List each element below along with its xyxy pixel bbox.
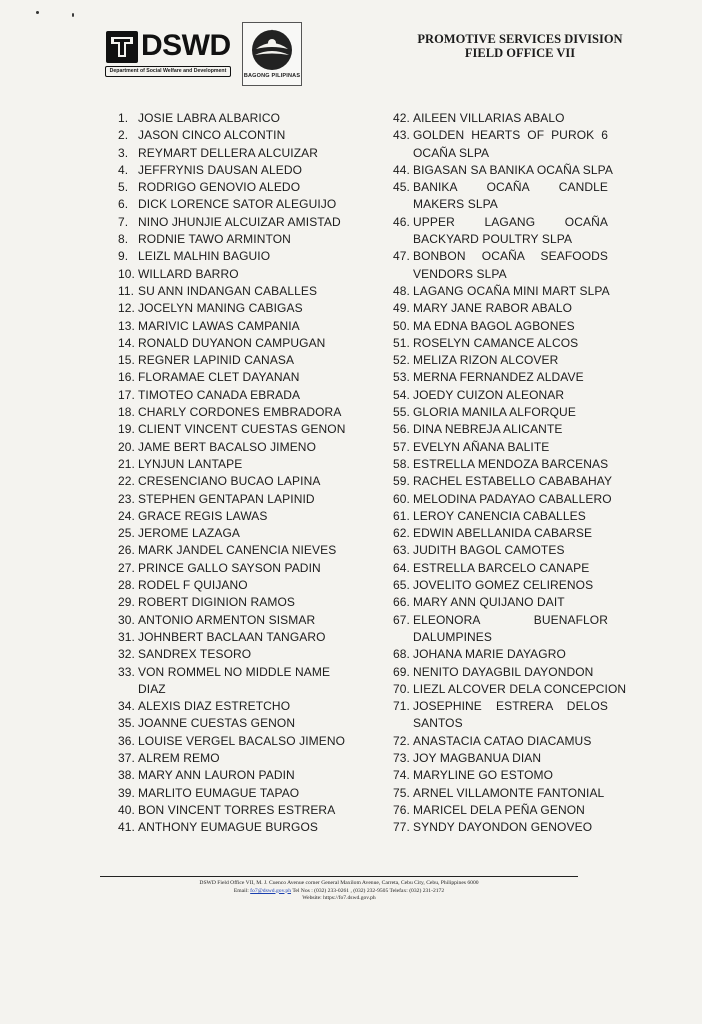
item-name: MARIVIC LAWAS CAMPANIA — [138, 318, 300, 333]
item-number: 26. — [118, 543, 135, 558]
item-name: SANDREX TESORO — [138, 647, 252, 662]
list-item — [393, 612, 608, 647]
item-name: MA EDNA BAGOL AGBONES — [413, 318, 575, 333]
list-item — [118, 577, 368, 594]
item-name: LAGANG OCAÑA MINI MART SLPA — [413, 283, 610, 298]
list-item — [393, 421, 608, 438]
item-number: 44. — [393, 162, 410, 177]
item-number: 73. — [393, 750, 410, 765]
list-item — [118, 473, 368, 490]
list-item — [118, 283, 368, 300]
item-number: 52. — [393, 353, 410, 368]
item-name: CLIENT VINCENT CUESTAS GENON — [138, 422, 346, 437]
list-item — [118, 819, 368, 836]
item-name: UPPER LAGANG OCAÑA BACKYARD POULTRY SLPA — [413, 214, 608, 247]
item-number: 1. — [118, 111, 129, 125]
item-number: 60. — [393, 491, 410, 506]
item-number: 36. — [118, 733, 135, 748]
list-item — [393, 681, 627, 698]
division-name: PROMOTIVE SERVICES DIVISION — [417, 32, 623, 46]
item-name: RACHEL ESTABELLO CABABAHAY — [413, 474, 613, 489]
item-number: 65. — [393, 578, 410, 593]
item-name: JOHNBERT BACLAAN TANGARO — [138, 629, 326, 644]
item-name: SU ANN INDANGAN CABALLES — [138, 283, 318, 298]
list-item — [393, 318, 608, 335]
list-item — [118, 767, 368, 784]
item-number: 55. — [393, 405, 410, 420]
item-name: JUDITH BAGOL CAMOTES — [413, 543, 565, 558]
item-name: MARLITO EUMAGUE TAPAO — [138, 785, 300, 800]
list-item — [393, 387, 608, 404]
item-name: LEROY CANENCIA CABALLES — [413, 508, 586, 523]
item-name: REGNER LAPINID CANASA — [138, 353, 295, 368]
item-number: 32. — [118, 647, 135, 662]
item-name: ROSELYN CAMANCE ALCOS — [413, 335, 579, 350]
item-number: 64. — [393, 560, 410, 575]
list-item — [118, 248, 368, 265]
item-number: 43. — [393, 128, 410, 143]
list-item — [393, 369, 608, 386]
item-number: 51. — [393, 335, 410, 350]
list-item — [118, 335, 368, 352]
item-number: 50. — [393, 318, 410, 333]
item-number: 34. — [118, 699, 135, 714]
footer-email-link[interactable]: fo7@dswd.gov.ph — [250, 887, 292, 894]
list-item — [393, 335, 608, 352]
item-name: ANASTACIA CATAO DIACAMUS — [413, 733, 592, 748]
item-number: 56. — [393, 422, 410, 437]
item-number: 28. — [118, 578, 135, 593]
item-name: NENITO DAYAGBIL DAYONDON — [413, 664, 594, 679]
item-name: VON ROMMEL NO MIDDLE NAME DIAZ — [138, 664, 331, 696]
item-name: NINO JHUNJIE ALCUIZAR AMISTAD — [138, 214, 341, 229]
list-item — [118, 214, 368, 231]
item-name: MELODINA PADAYAO CABALLERO — [413, 491, 612, 506]
item-number: 77. — [393, 820, 410, 835]
item-number: 21. — [118, 456, 135, 471]
item-number: 69. — [393, 664, 410, 679]
item-number: 12. — [118, 301, 135, 316]
scan-speck — [36, 11, 39, 14]
item-number: 46. — [393, 214, 410, 229]
item-name: DINA NEBREJA ALICANTE — [413, 422, 563, 437]
item-number: 4. — [118, 162, 129, 177]
item-number: 14. — [118, 335, 135, 350]
item-name: ANTHONY EUMAGUE BURGOS — [138, 820, 319, 835]
item-name: ELEONORA BUENAFLOR DALUMPINES — [413, 612, 608, 644]
list-item — [118, 612, 368, 629]
list-item — [393, 698, 608, 733]
list-item — [118, 110, 368, 127]
list-item — [118, 802, 368, 819]
list-item — [118, 525, 368, 542]
item-number: 23. — [118, 491, 135, 506]
item-number: 68. — [393, 647, 410, 662]
list-item — [393, 127, 608, 162]
item-number: 24. — [118, 508, 135, 523]
list-item — [393, 248, 608, 283]
beneficiary-list-left — [118, 110, 368, 836]
list-item — [393, 473, 613, 490]
item-number: 17. — [118, 387, 135, 402]
item-name: ANTONIO ARMENTON SISMAR — [138, 612, 316, 627]
dswd-subtitle: Department of Social Welfare and Development — [105, 66, 231, 77]
item-number: 67. — [393, 612, 410, 627]
item-number: 74. — [393, 768, 410, 783]
item-name: EDWIN ABELLANIDA CABARSE — [413, 526, 593, 541]
footer-phones: Tel Nos : (032) 233-0261 , (032) 232-9505 Telefax: (032) 231-2172 — [292, 887, 445, 894]
list-item — [118, 266, 368, 283]
item-number: 41. — [118, 820, 135, 835]
list-item — [118, 594, 368, 611]
item-name: ROBERT DIGINION RAMOS — [138, 595, 296, 610]
dswd-emblem-icon — [105, 30, 139, 64]
item-name: ESTRELLA MENDOZA BARCENAS — [413, 456, 609, 471]
list-item — [393, 664, 608, 681]
item-number: 5. — [118, 180, 129, 195]
item-number: 29. — [118, 595, 135, 610]
list-item — [393, 352, 608, 369]
list-item — [118, 698, 368, 715]
item-name: PRINCE GALLO SAYSON PADIN — [138, 560, 321, 575]
item-number: 33. — [118, 664, 135, 679]
list-item — [118, 646, 368, 663]
item-number: 31. — [118, 629, 135, 644]
item-name: GOLDEN HEARTS OF PUROK 6 OCAÑA SLPA — [413, 128, 608, 160]
item-name: SYNDY DAYONDON GENOVEO — [413, 820, 593, 835]
item-name: DICK LORENCE SATOR ALEGUIJO — [138, 197, 337, 212]
item-name: JOSIE LABRA ALBARICO — [138, 111, 281, 125]
list-item — [393, 300, 608, 317]
item-name: ALREM REMO — [138, 750, 220, 765]
item-name: STEPHEN GENTAPAN LAPINID — [138, 491, 315, 506]
division-heading — [400, 32, 640, 60]
item-name: CRESENCIANO BUCAO LAPINA — [138, 474, 321, 489]
list-item — [118, 179, 368, 196]
list-item — [118, 196, 368, 213]
item-name: JAME BERT BACALSO JIMENO — [138, 439, 316, 454]
item-name: MARK JANDEL CANENCIA NIEVES — [138, 543, 337, 558]
list-item — [393, 162, 613, 179]
item-name: JEFFRYNIS DAUSAN ALEDO — [138, 162, 303, 177]
list-item — [393, 508, 608, 525]
list-item — [118, 127, 368, 144]
item-number: 75. — [393, 785, 410, 800]
list-item — [393, 525, 608, 542]
item-name: MARYLINE GO ESTOMO — [413, 768, 554, 783]
list-item — [393, 785, 608, 802]
item-name: ALEXIS DIAZ ESTRETCHO — [138, 699, 291, 714]
item-number: 71. — [393, 699, 410, 714]
item-number: 72. — [393, 733, 410, 748]
item-number: 61. — [393, 508, 410, 523]
dswd-logo — [105, 28, 229, 78]
list-item — [393, 439, 608, 456]
item-name: REYMART DELLERA ALCUIZAR — [138, 145, 319, 160]
list-item — [118, 750, 368, 767]
bagong-pilipinas-emblem-icon — [247, 27, 297, 73]
item-number: 59. — [393, 474, 410, 489]
list-item — [393, 733, 608, 750]
item-number: 38. — [118, 768, 135, 783]
item-name: JEROME LAZAGA — [138, 526, 240, 541]
list-item — [118, 508, 368, 525]
item-name: RODRIGO GENOVIO ALEDO — [138, 180, 301, 195]
list-item — [393, 214, 608, 249]
list-item — [393, 456, 608, 473]
item-name: BANIKA OCAÑA CANDLE MAKERS SLPA — [413, 180, 608, 212]
item-name: JOSEPHINE ESTRERA DELOS SANTOS — [413, 699, 608, 731]
list-item — [393, 802, 608, 819]
bagong-pilipinas-logo — [242, 22, 302, 86]
item-name: CHARLY CORDONES EMBRADORA — [138, 405, 342, 420]
list-item — [118, 404, 368, 421]
item-number: 9. — [118, 249, 129, 264]
list-item — [118, 491, 368, 508]
field-office-name: FIELD OFFICE VII — [464, 46, 576, 60]
list-item — [118, 439, 368, 456]
item-number: 3. — [118, 145, 129, 160]
list-item — [118, 318, 368, 335]
bagong-pilipinas-text: BAGONG PILIPINAS — [243, 73, 301, 79]
item-number: 66. — [393, 595, 410, 610]
item-name: GLORIA MANILA ALFORQUE — [413, 405, 576, 420]
item-number: 37. — [118, 750, 135, 765]
item-name: JOEDY CUIZON ALEONAR — [413, 387, 565, 402]
item-number: 62. — [393, 526, 410, 541]
dswd-wordmark: DSWD — [141, 29, 231, 62]
item-number: 18. — [118, 405, 135, 420]
item-name: LYNJUN LANTAPE — [138, 456, 243, 471]
list-item — [118, 542, 368, 559]
list-item — [393, 577, 608, 594]
list-item — [393, 491, 612, 508]
item-name: WILLARD BARRO — [138, 266, 239, 281]
item-name: GRACE REGIS LAWAS — [138, 508, 268, 523]
item-number: 30. — [118, 612, 135, 627]
item-name: LIEZL ALCOVER DELA CONCEPCION — [413, 681, 627, 696]
item-name: MARY JANE RABOR ABALO — [413, 301, 573, 316]
item-name: RONALD DUYANON CAMPUGAN — [138, 335, 326, 350]
item-name: JOVELITO GOMEZ CELIRENOS — [413, 578, 594, 593]
item-name: RODNIE TAWO ARMINTON — [138, 232, 291, 247]
item-number: 6. — [118, 197, 129, 212]
item-number: 53. — [393, 370, 410, 385]
list-item — [118, 231, 368, 248]
item-name: RODEL F QUIJANO — [138, 578, 248, 593]
item-number: 19. — [118, 422, 135, 437]
item-number: 39. — [118, 785, 135, 800]
item-name: MELIZA RIZON ALCOVER — [413, 353, 559, 368]
footer-address: DSWD Field Office VII, M. J. Cuenco Avenue corner General Maxilom Avenue, Carreta, Cebu City, Cebu, Philippines 6000 — [199, 880, 479, 886]
list-item — [118, 369, 368, 386]
item-number: 45. — [393, 180, 410, 195]
list-item — [118, 785, 368, 802]
item-number: 16. — [118, 370, 135, 385]
item-number: 10. — [118, 266, 135, 281]
item-name: TIMOTEO CANADA EBRADA — [138, 387, 301, 402]
item-number: 57. — [393, 439, 410, 454]
list-item — [393, 594, 608, 611]
item-name: LOUISE VERGEL BACALSO JIMENO — [138, 733, 346, 748]
list-item — [393, 750, 608, 767]
list-item — [393, 819, 608, 836]
list-item — [393, 110, 608, 127]
beneficiary-list-right — [393, 110, 627, 836]
list-item — [118, 145, 368, 162]
footer-website[interactable]: Website: https://fo7.dswd.gov.ph — [302, 895, 376, 902]
list-item — [118, 733, 368, 750]
item-number: 58. — [393, 456, 410, 471]
footer — [100, 880, 578, 903]
list-item — [118, 352, 368, 369]
item-number: 63. — [393, 543, 410, 558]
list-item — [393, 404, 608, 421]
item-name: BONBON OCAÑA SEAFOODS VENDORS SLPA — [413, 249, 608, 281]
item-name: BIGASAN SA BANIKA OCAÑA SLPA — [413, 162, 613, 177]
item-name: MARY ANN LAURON PADIN — [138, 768, 295, 783]
item-number: 22. — [118, 474, 135, 489]
item-name: ARNEL VILLAMONTE FANTONIAL — [413, 785, 605, 800]
item-number: 8. — [118, 232, 129, 247]
item-number: 35. — [118, 716, 135, 731]
item-number: 20. — [118, 439, 135, 454]
item-number: 25. — [118, 526, 135, 541]
list-item — [118, 560, 368, 577]
item-number: 40. — [118, 802, 135, 817]
item-number: 54. — [393, 387, 410, 402]
list-item — [118, 629, 368, 646]
item-name: BON VINCENT TORRES ESTRERA — [138, 802, 336, 817]
item-number: 7. — [118, 214, 129, 229]
list-item — [393, 283, 608, 300]
item-name: LEIZL MALHIN BAGUIO — [138, 249, 271, 264]
item-number: 15. — [118, 353, 135, 368]
item-name: MERNA FERNANDEZ ALDAVE — [413, 370, 584, 385]
item-name: JOY MAGBANUA DIAN — [413, 750, 542, 765]
item-name: AILEEN VILLARIAS ABALO — [413, 111, 565, 125]
item-name: MARICEL DELA PEÑA GENON — [413, 802, 585, 817]
item-number: 27. — [118, 560, 135, 575]
list-item — [393, 646, 608, 663]
item-name: JOHANA MARIE DAYAGRO — [413, 647, 566, 662]
list-item — [118, 387, 368, 404]
list-item — [118, 456, 368, 473]
scan-speck — [72, 13, 74, 17]
item-number: 13. — [118, 318, 135, 333]
footer-divider — [100, 876, 578, 877]
item-name: FLORAMAE CLET DAYANAN — [138, 370, 300, 385]
item-number: 11. — [118, 283, 135, 298]
item-number: 42. — [393, 111, 410, 125]
list-item — [118, 715, 368, 732]
list-item — [118, 300, 368, 317]
item-number: 48. — [393, 283, 410, 298]
item-name: JOCELYN MANING CABIGAS — [138, 301, 303, 316]
list-item — [118, 664, 342, 699]
footer-email-label: Email: — [233, 887, 249, 894]
item-name: ESTRELLA BARCELO CANAPE — [413, 560, 590, 575]
item-number: 49. — [393, 301, 410, 316]
item-number: 70. — [393, 681, 410, 696]
list-item — [393, 560, 608, 577]
item-number: 76. — [393, 802, 410, 817]
item-number: 2. — [118, 128, 129, 143]
item-name: JASON CINCO ALCONTIN — [138, 128, 286, 143]
list-item — [393, 542, 608, 559]
item-name: JOANNE CUESTAS GENON — [138, 716, 296, 731]
item-number: 47. — [393, 249, 410, 264]
list-item — [393, 179, 608, 214]
item-name: MARY ANN QUIJANO DAIT — [413, 595, 565, 610]
list-item — [118, 421, 368, 438]
list-item — [118, 162, 368, 179]
list-item — [393, 767, 608, 784]
item-name: EVELYN AÑANA BALITE — [413, 439, 550, 454]
